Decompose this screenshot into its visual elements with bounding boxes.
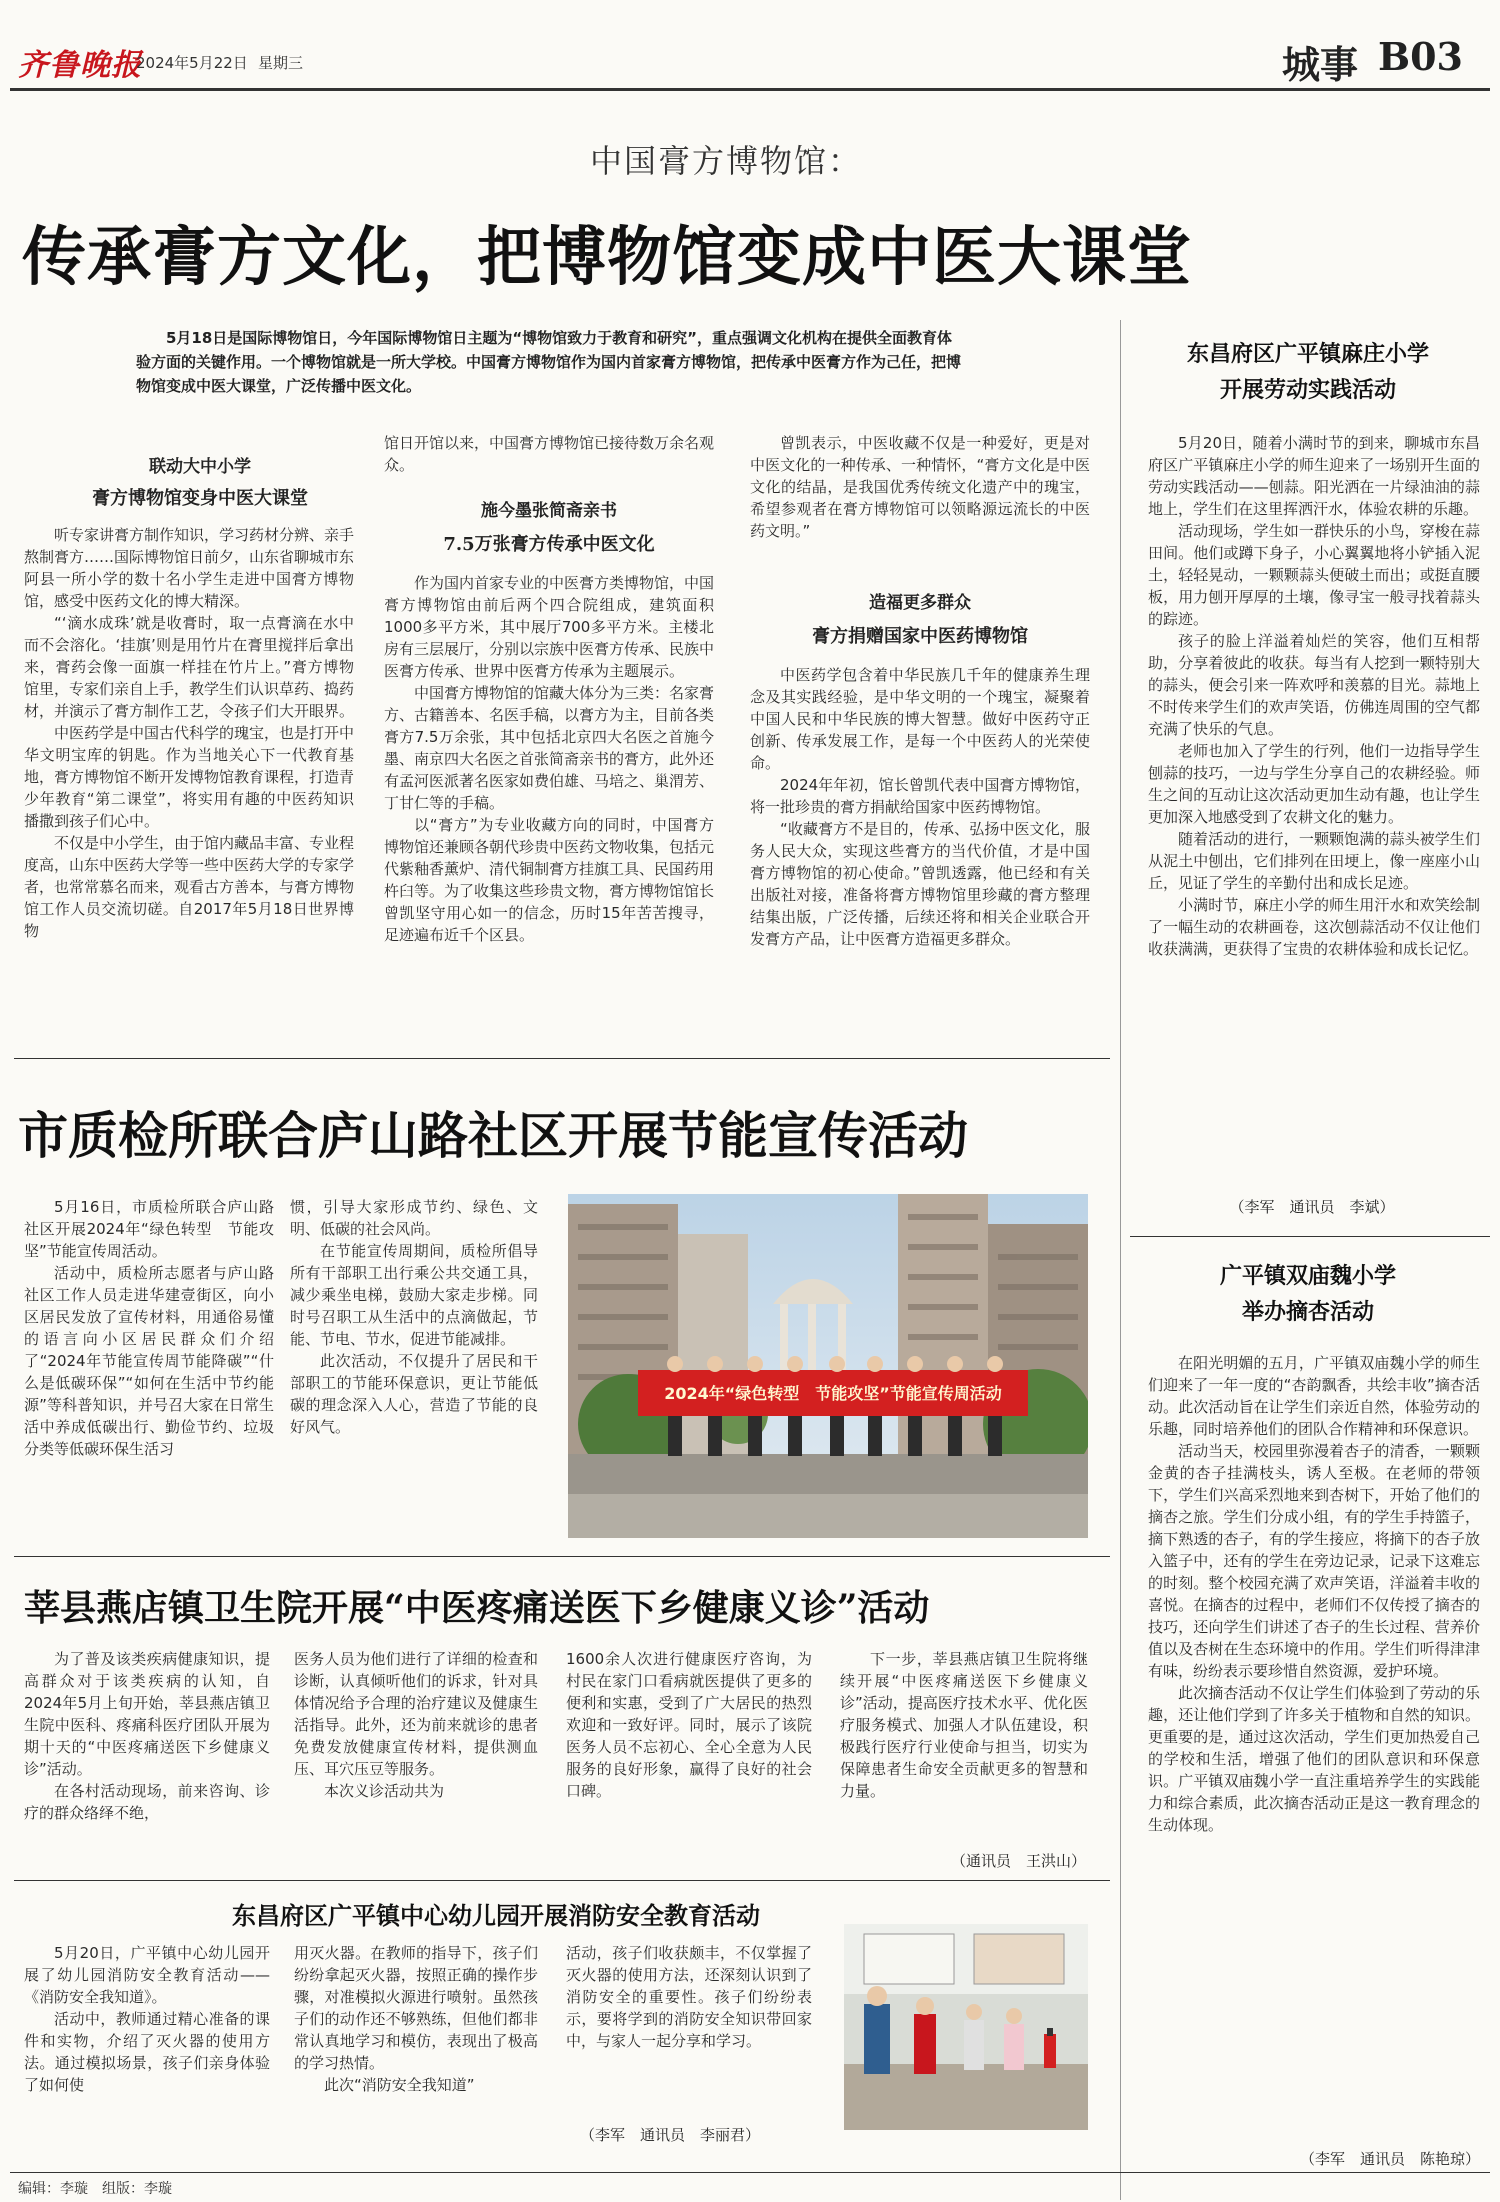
paragraph: 为了普及该类疾病健康知识，提高群众对于该类疾病的认知，自2024年5月上旬开始，莘县燕店镇卫生院中医科、疼痛科医疗团队开展为期十天的“中医疼痛送医下乡健康义诊”活动。 <box>24 1650 270 1778</box>
page-number: B03 <box>1378 34 1463 79</box>
paragraph: “‘滴水成珠’就是收膏时，取一点膏滴在水中而不会溶化。‘挂旗’则是用竹片在膏里搅拌后拿出来，膏药会像一面旗一样挂在竹片上。”膏方博物馆里，专家们亲自上手，教学生们认识草药、捣药材，并演示了膏方制作工艺，令孩子们大开眼界。 <box>24 614 354 720</box>
issue-date: 2024年5月22日 <box>136 54 248 72</box>
kindergarten-fire-drill-photo <box>844 1924 1088 2130</box>
side1-headline-line2: 开展劳动实践活动 <box>1219 377 1396 403</box>
paragraph: 此次活动，不仅提升了居民和干部职工的节能环保意识，更让节能低碳的理念深入人心，营造了节能的良好风气。 <box>290 1352 538 1436</box>
main-column-3-top <box>750 432 1090 572</box>
paragraph: 惯，引导大家形成节约、绿色、文明、低碳的社会风尚。 <box>290 1198 538 1238</box>
side1-headline-line1: 东昌府区广平镇麻庄小学 <box>1186 341 1429 367</box>
side2-credit: （李军 通讯员 陈艳琼） <box>1299 2150 1480 2168</box>
side1-body <box>1148 432 1480 1188</box>
footer-editor: 编辑：李璇 组版：李璇 <box>18 2181 172 2197</box>
story4-photo <box>844 1924 1088 2130</box>
paragraph: 以“膏方”为专业收藏方向的同时，中国膏方博物馆还兼顾各朝代珍贵中医药文物收集，包括元代紫釉香薰炉、清代铜制膏方挂旗工具、民国药用杵臼等。为了收集这些珍贵文物，膏方博物馆馆长曾凯坚守用心如一的信念，历时15年苦苦搜寻，足迹遍布近千个区县。 <box>384 816 714 944</box>
story4-headline: 东昌府区广平镇中心幼儿园开展消防安全教育活动 <box>232 1901 760 1930</box>
side2-headline <box>1136 1258 1480 1330</box>
main-column-2-top <box>384 432 714 476</box>
paragraph: 1600余人次进行健康医疗咨询，为村民在家门口看病就医提供了更多的便利和实惠，受到了广大居民的热烈欢迎和一致好评。同时，展示了该院医务人员不忘初心、全心全意为人民服务的良好形象，赢得了良好的社会口碑。 <box>566 1650 812 1800</box>
issue-weekday: 星期三 <box>258 54 304 72</box>
community-event-photo <box>568 1194 1088 1538</box>
paragraph: 本次义诊活动共为 <box>324 1782 445 1800</box>
side1-headline <box>1136 336 1480 408</box>
paragraph: 作为国内首家专业的中医膏方类博物馆，中国膏方博物馆由前后两个四合院组成，建筑面积1000多平方米，其中展厅700多平方米。主楼北房有三层展厅，分别以宗族中医膏方传承、民族中医膏方传承、世界中医膏方传承为主题展示。 <box>384 574 714 680</box>
paragraph: 小满时节，麻庄小学的师生用汗水和欢笑绘制了一幅生动的农耕画卷，这次刨蒜活动不仅让他们收获满满，更获得了宝贵的农耕体验和成长记忆。 <box>1148 896 1480 958</box>
paragraph: 在节能宣传周期间，质检所倡导所有干部职工出行乘公共交通工具，减少乘坐电梯，鼓励大家走步梯。同时号召职工从生活中的点滴做起，节能、节电、节水，促进节能减排。 <box>290 1242 538 1348</box>
main-column-2 <box>384 572 714 1044</box>
main-lead: 5月18日是国际博物馆日，今年国际博物馆日主题为“博物馆致力于教育和研究”，重点强调文化机构在提供全面教育体验方面的关键作用。一个博物馆就是一所大学校。中国膏方博物馆作为国内首家膏方博物馆，把传承中医膏方作为己任，把博物馆变成中医大课堂，广泛传播中医文化。 <box>136 329 962 395</box>
story-divider <box>14 1880 1110 1881</box>
section2-title1: 施今墨张简斋亲书 <box>481 501 617 521</box>
paragraph: 用灭火器。在教师的指导下，孩子们纷纷拿起灭火器，按照正确的操作步骤，对准模拟火源进行喷射。虽然孩子们的动作还不够熟练，但他们都非常认真地学习和模仿，表现出了极高的学习热情。 <box>294 1944 538 2072</box>
paragraph: 此次摘杏活动不仅让学生们体验到了劳动的乐趣，还让他们学到了许多关于植物和自然的知识。更重要的是，通过这次活动，学生们更加热爱自己的学校和生活，增强了他们的团队意识和环保意识。广平镇双庙魏小学一直注重培养学生的实践能力和综合素质，此次摘杏活动正是这一教育理念的生动体现。 <box>1148 1684 1480 1834</box>
side2-headline-line2: 举办摘杏活动 <box>1241 1299 1374 1325</box>
main-headline: 传承膏方文化，把博物馆变成中医大课堂 <box>22 220 1192 295</box>
story3-headline: 莘县燕店镇卫生院开展“中医疼痛送医下乡健康义诊”活动 <box>24 1587 930 1629</box>
story2-photo <box>568 1194 1088 1538</box>
paragraph: 不仅是中小学生，由于馆内藏品丰富、专业程度高，山东中医药大学等一些中医药大学的专家学者，也常常慕名而来，观看古方善本，与膏方博物馆工作人员交流切磋。自2017年5月18日世界博物 <box>24 834 354 940</box>
sidebar-divider <box>1120 320 1121 2200</box>
story2-headline: 市质检所联合庐山路社区开展节能宣传活动 <box>18 1106 968 1165</box>
footer-rule <box>10 2172 1490 2173</box>
main-column-1 <box>24 524 354 1044</box>
main-kicker: 中国膏方博物馆： <box>590 142 863 180</box>
story2-column-1 <box>24 1196 274 1546</box>
section2-title2: 7.5万张膏方传承中医文化 <box>443 534 655 555</box>
paragraph: 活动，孩子们收获颇丰，不仅掌握了灭火器的使用方法，还深刻认识到了消防安全的重要性。孩子们纷纷表示，要将学到的消防安全知识带回家中，与家人一起分享和学习。 <box>566 1944 812 2050</box>
story4-credit: （李军 通讯员 李丽君） <box>580 2126 761 2144</box>
paragraph: 在各村活动现场，前来咨询、诊疗的群众络绎不绝， <box>24 1782 270 1822</box>
paragraph: 中医药学包含着中华民族几千年的健康养生理念及其实践经验，是中华文明的一个瑰宝，凝聚着中国人民和中华民族的博大智慧。做好中医药守正创新、传承发展工作，是每一个中医药人的光荣使命。 <box>750 666 1090 772</box>
paragraph: 听专家讲膏方制作知识，学习药材分辨、亲手熬制膏方……国际博物馆日前夕，山东省聊城市东阿县一所小学的数十名小学生走进中国膏方博物馆，感受中医药文化的博大精深。 <box>24 526 354 610</box>
paragraph: 5月20日，广平镇中心幼儿园开展了幼儿园消防安全教育活动——《消防安全我知道》。 <box>24 1944 270 2006</box>
newspaper-logo: 齐鲁晚报 <box>18 48 142 83</box>
paragraph: 孩子的脸上洋溢着灿烂的笑容，他们互相帮助，分享着彼此的收获。每当有人挖到一颗特别大的蒜头，便会引来一阵欢呼和羡慕的目光。蒜地上不时传来学生们的欢声笑语，仿佛连周围的空气都充满了快乐的气息。 <box>1148 632 1480 738</box>
story-divider <box>14 1058 1110 1059</box>
paragraph: 5月20日，随着小满时节的到来，聊城市东昌府区广平镇麻庄小学的师生迎来了一场别开生面的劳动实践活动——刨蒜。阳光洒在一片绿油油的蒜地上，学生们在这里挥洒汗水，体验农耕的乐趣。 <box>1148 434 1480 518</box>
section3-title1: 造福更多群众 <box>869 593 971 613</box>
paragraph: 老师也加入了学生的行列，他们一边指导学生刨蒜的技巧，一边与学生分享自己的农耕经验。师生之间的互动让这次活动更加生动有趣，也让学生更加深入地感受到了农耕文化的魅力。 <box>1148 742 1480 826</box>
story4-column-1 <box>24 1942 270 2152</box>
side1-credit: （李军 通讯员 李斌） <box>1229 1198 1395 1216</box>
masthead-rule <box>10 88 1490 91</box>
paragraph: 中国膏方博物馆的馆藏大体分为三类：名家膏方、古籍善本、名医手稿，以膏方为主，目前各类膏方7.5万余张，其中包括北京四大名医之首施今墨、南京四大名医之首张简斋亲书的膏方，此外还有孟河医派著名医家如费伯雄、马培之、巢渭芳、丁甘仁等的手稿。 <box>384 684 714 812</box>
side-divider <box>1130 1236 1490 1237</box>
story2-column-2 <box>290 1196 538 1546</box>
section-name: 城事 <box>1282 42 1359 87</box>
story3-column-3 <box>566 1648 812 1870</box>
side2-headline-line1: 广平镇双庙魏小学 <box>1219 1263 1396 1289</box>
paragraph: “收藏膏方不是目的，传承、弘扬中医文化，服务人民大众，实现这些膏方的当代价值，才是中国膏方博物馆的初心使命。”曾凯透露，他已经和有关出版社对接，准备将膏方博物馆里珍藏的膏方整理结集出版，广泛传播，后续还将和相关企业联合开发膏方产品，让中医膏方造福更多群众。 <box>750 820 1090 948</box>
paragraph: 活动中，教师通过精心准备的课件和实物，介绍了灭火器的使用方法。通过模拟场景，孩子们亲身体验了如何使 <box>24 2010 270 2094</box>
story4-column-3 <box>566 1942 812 2122</box>
paragraph: 随着活动的进行，一颗颗饱满的蒜头被学生们从泥土中刨出，它们排列在田埂上，像一座座小山丘，见证了学生的辛勤付出和成长足迹。 <box>1148 830 1480 892</box>
section1-title1: 联动大中小学 <box>149 457 251 477</box>
story3-credit: （通讯员 王洪山） <box>950 1852 1086 1870</box>
paragraph: 中医药学是中国古代科学的瑰宝，也是打开中华文明宝库的钥匙。作为当地关心下一代教育基地，膏方博物馆不断开发博物馆教育课程，打造青少年教育“第二课堂”，将实用有趣的中医药知识播撒到孩子们心中。 <box>24 724 354 830</box>
banner-text: 2024年“绿色转型 节能攻坚”节能宣传周活动 <box>664 1384 1002 1403</box>
paragraph: 5月16日，市质检所联合庐山路社区开展2024年“绿色转型 节能攻坚”节能宣传周活动。 <box>24 1198 274 1260</box>
story3-column-4 <box>840 1648 1088 1848</box>
paragraph: 下一步，莘县燕店镇卫生院将继续开展“中医疼痛送医下乡健康义诊”活动，提高医疗技术水平、优化医疗服务模式、加强人才队伍建设，积极践行医疗行业使命与担当，切实为保障患者生命安全贡献更多的智慧和力量。 <box>840 1650 1088 1800</box>
section1-title2: 膏方博物馆变身中医大课堂 <box>92 488 308 509</box>
side2-body <box>1148 1352 1480 2142</box>
paragraph: 此次“消防安全我知道” <box>324 2076 475 2094</box>
story3-column-2 <box>294 1648 538 1870</box>
story3-column-1 <box>24 1648 270 1870</box>
paragraph: 活动当天，校园里弥漫着杏子的清香，一颗颗金黄的杏子挂满枝头，诱人至极。在老师的带领下，学生们兴高采烈地来到杏树下，开始了他们的摘杏之旅。学生们分成小组，有的学生手持篮子，摘下熟透的杏子，有的学生接应，将摘下的杏子放入篮子中，还有的学生在旁边记录，记录下这难忘的时刻。整个校园充满了欢声笑语，洋溢着丰收的喜悦。在摘杏的过程中，老师们不仅传授了摘杏的技巧，还向学生们讲述了杏子的生长过程、营养价值以及杏树在生态环境中的作用。学生们听得津津有味，纷纷表示要珍惜自然资源，爱护环境。 <box>1148 1442 1480 1680</box>
main-column-3 <box>750 664 1090 1044</box>
paragraph: 馆日开馆以来，中国膏方博物馆已接待数万余名观众。 <box>384 434 714 474</box>
paragraph: 在阳光明媚的五月，广平镇双庙魏小学的师生们迎来了一年一度的“杏韵飘香，共绘丰收”摘杏活动。此次活动旨在让学生们亲近自然，体验劳动的乐趣，同时培养他们的团队合作精神和环保意识。 <box>1148 1354 1480 1438</box>
section3-title2: 膏方捐赠国家中医药博物馆 <box>812 626 1028 647</box>
paragraph: 活动中，质检所志愿者与庐山路社区工作人员走进华建壹街区，向小区居民发放了宣传材料，用通俗易懂的语言向小区居民群众们介绍了“2024年节能宣传周节能降碳”“什么是低碳环保”“如何在生活中节约能源”等科普知识，并号召大家在日常生活中养成低碳出行、勤俭节约、垃圾分类等低碳环保生活习 <box>24 1264 274 1458</box>
paragraph: 活动现场，学生如一群快乐的小鸟，穿梭在蒜田间。他们或蹲下身子，小心翼翼地将小铲插入泥土，轻轻晃动，一颗颗蒜头便破土而出；或挺直腰板，用力刨开厚厚的土壤，像寻宝一般寻找着蒜头的踪迹。 <box>1148 522 1480 628</box>
story-divider <box>14 1556 1110 1557</box>
paragraph: 曾凯表示，中医收藏不仅是一种爱好，更是对中医文化的一种传承、一种情怀，“膏方文化是中医文化的结晶，是我国优秀传统文化遗产中的瑰宝，希望参观者在膏方博物馆可以领略源远流长的中医药文明。” <box>750 434 1090 540</box>
paragraph: 医务人员为他们进行了详细的检查和诊断，认真倾听他们的诉求，针对具体情况给予合理的治疗建议及健康生活指导。此外，还为前来就诊的患者免费发放健康宣传材料，提供测血压、耳穴压豆等服务。 <box>294 1650 538 1778</box>
paragraph: 2024年年初，馆长曾凯代表中国膏方博物馆，将一批珍贵的膏方捐献给国家中医药博物馆。 <box>750 776 1090 816</box>
story4-column-2 <box>294 1942 538 2152</box>
